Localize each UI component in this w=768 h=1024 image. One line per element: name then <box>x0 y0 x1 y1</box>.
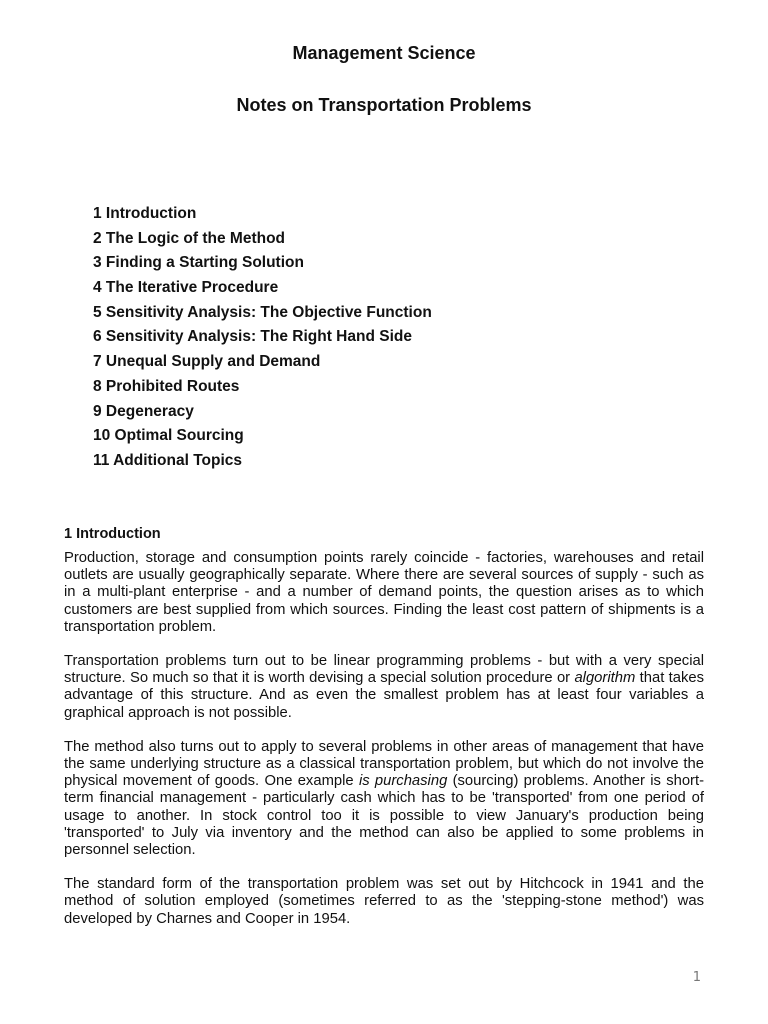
toc-item: 1 Introduction <box>93 205 197 222</box>
paragraph-4: The standard form of the transportation problem was set out by Hitchcock in 1941 and the method of solution employed (sometimes referred to as the 'stepping-stone method') was developed by Charnes and Cooper in 1954. <box>64 876 704 927</box>
toc-item: 5 Sensitivity Analysis: The Objective Function <box>93 303 432 321</box>
toc-item: 8 Prohibited Routes <box>93 377 240 395</box>
paragraph-2-text-b: that takes advantage of this structure. And as even the smallest problem has at least four variables a graphical approach is not possible. <box>64 670 704 721</box>
toc-item: 7 Unequal Supply and Demand <box>93 353 321 371</box>
table-of-contents <box>93 204 432 476</box>
paragraph-3-text-a: The method also turns out to apply to several problems in other areas of management that have the same underlying structure as a classical transportation problem, but which do not involve the physical movement of goods. One example <box>64 738 704 790</box>
toc-item: 2 The Logic of the Method <box>93 229 286 247</box>
section-heading: 1 Introduction <box>64 526 161 542</box>
document-title: Management Science <box>292 43 476 63</box>
paragraph-3 <box>64 739 704 859</box>
toc-item: 10 Optimal Sourcing <box>93 427 244 445</box>
paragraph-2-text-a: Transportation problems turn out to be linear programming problems - but with a very special structure. So much so that it is worth devising a special solution procedure or <box>64 653 704 687</box>
page-number: 1 <box>692 970 701 985</box>
paragraph-2 <box>64 653 704 722</box>
toc-item: 6 Sensitivity Analysis: The Right Hand Side <box>93 328 412 346</box>
paragraph-3-text-b: (sourcing) problems. Another is short-term financial management - particularly cash which has to be 'transported' from one period of usage to another. In stock control too it is possible to view January's production being 'transported' to July via inventory and the method can also be applied to some problems in personnel selection. <box>64 773 705 859</box>
toc-item: 4 The Iterative Procedure <box>93 279 279 297</box>
paragraph-3-emphasis: is purchasing <box>358 773 448 790</box>
toc-item: 11 Additional Topics <box>93 451 242 469</box>
paragraph-1: Production, storage and consumption points rarely coincide - factories, warehouses and retail outlets are usually geographically separate. Where there are several sources of supply - such as in a multi-plant enterprise - and a number of demand points, the question arises as to which customers are best supplied from which sources. Finding the least cost pattern of shipments is a transportation problem. <box>64 550 704 635</box>
introduction-section <box>64 525 704 945</box>
document-subtitle: Notes on Transportation Problems <box>236 95 532 115</box>
toc-item: 3 Finding a Starting Solution <box>93 254 304 272</box>
toc-item: 9 Degeneracy <box>93 402 194 420</box>
paragraph-2-emphasis: algorithm <box>574 670 636 687</box>
